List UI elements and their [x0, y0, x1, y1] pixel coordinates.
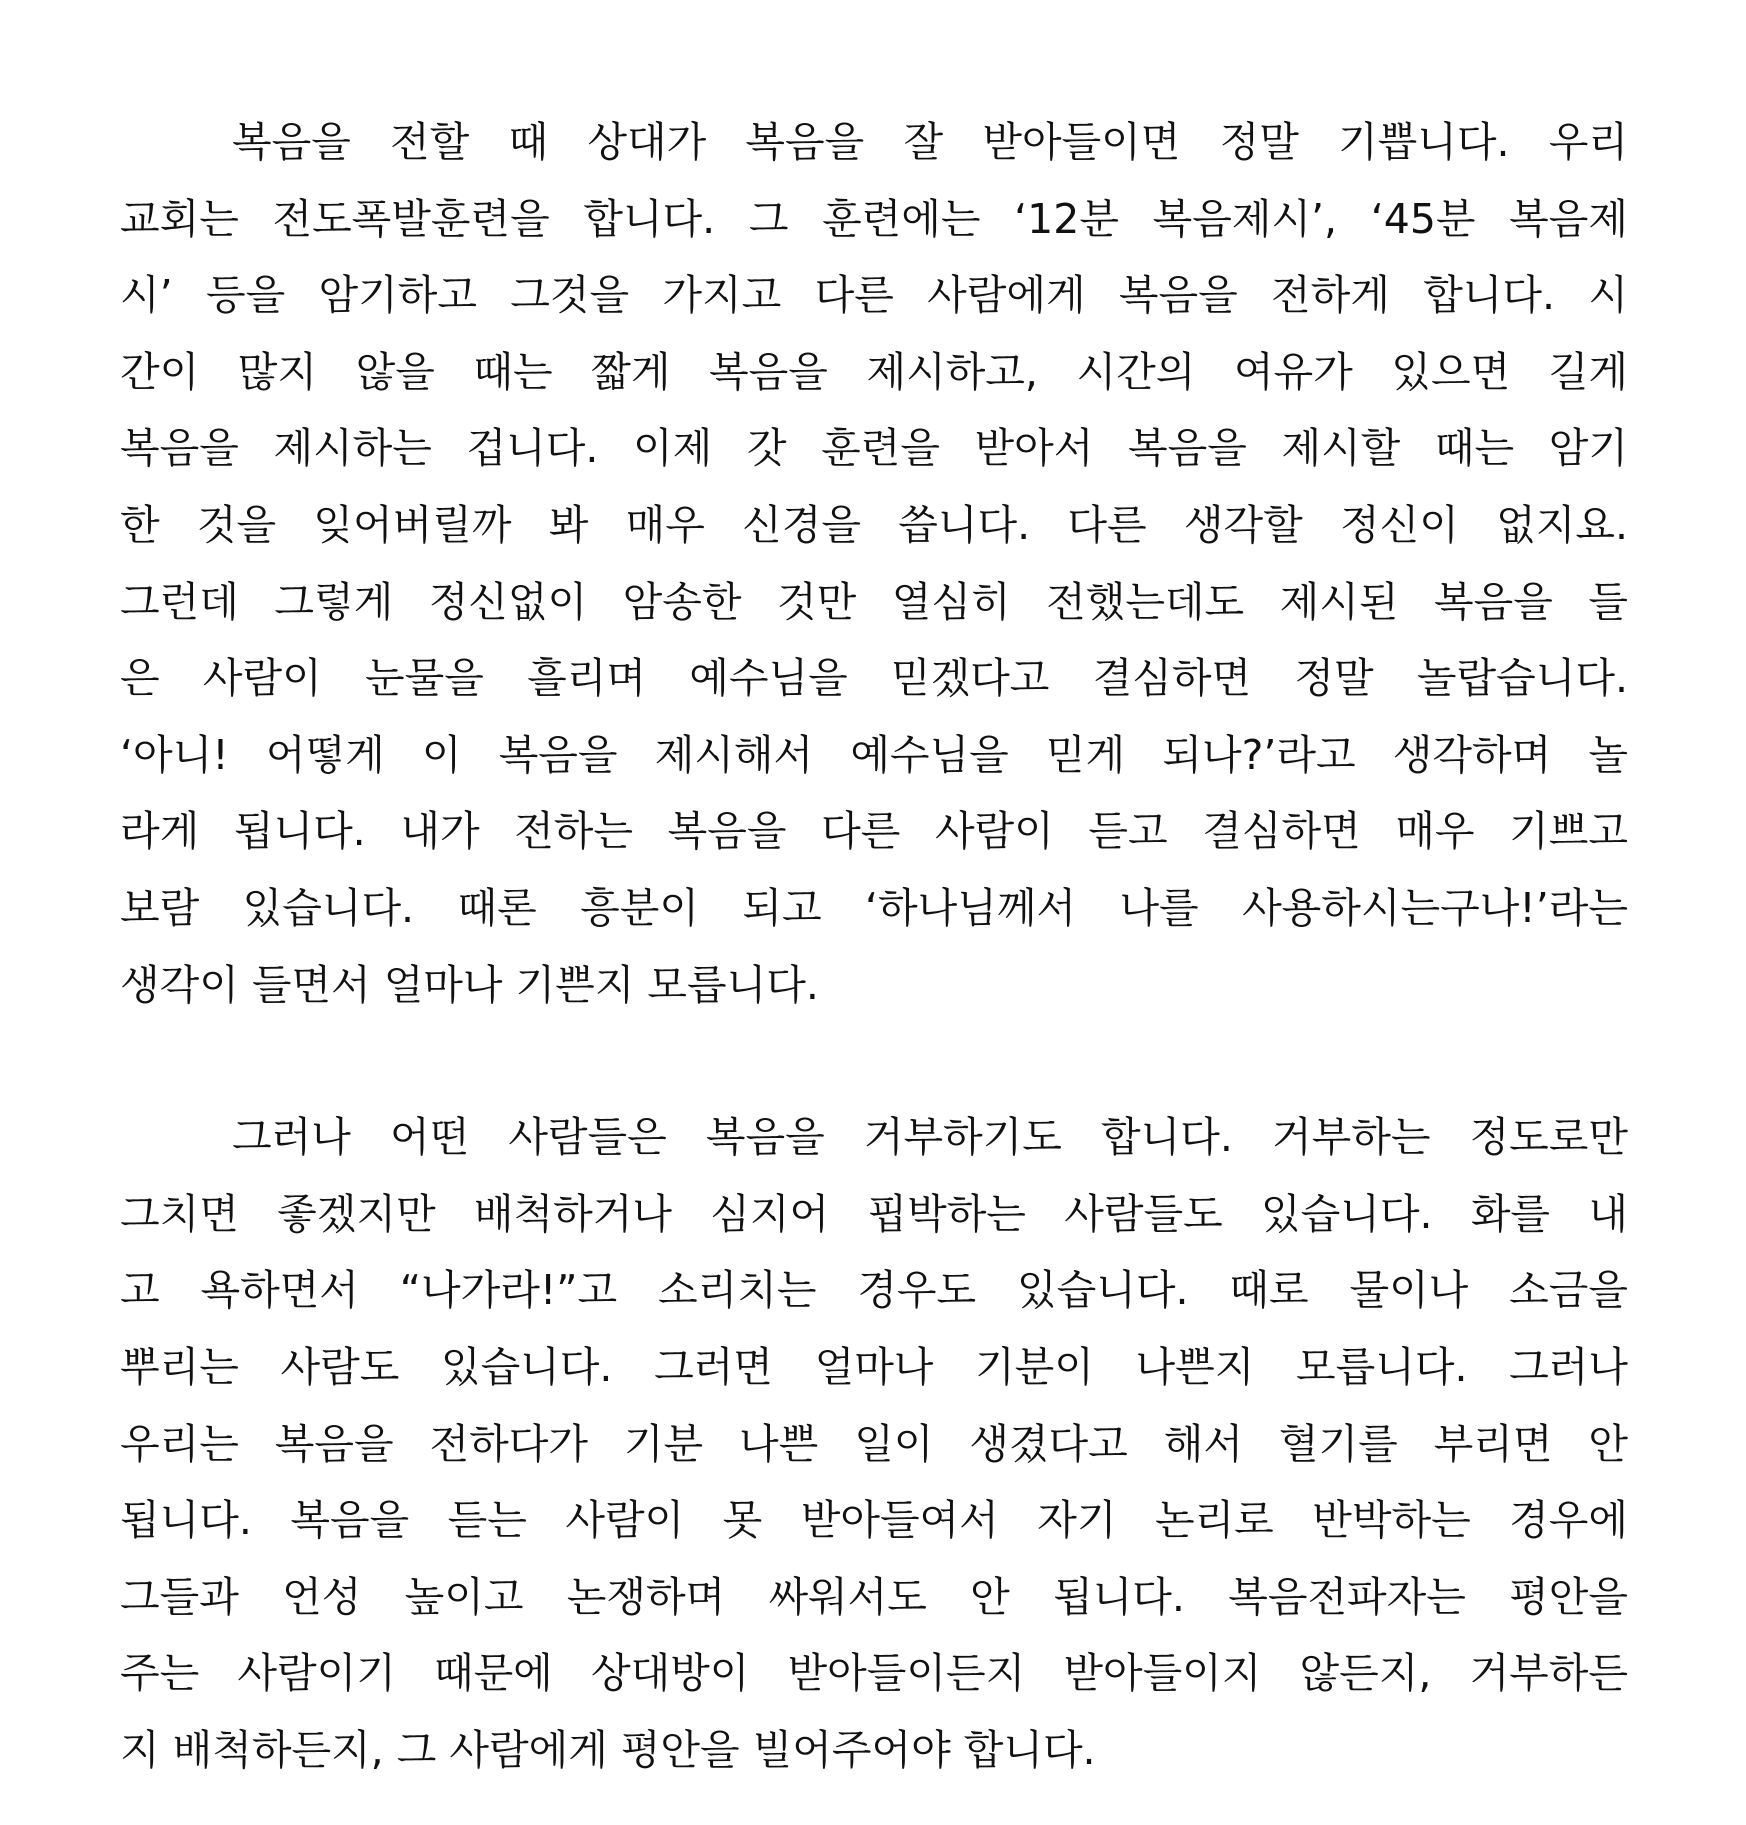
text-line: 보람 있습니다. 때론 흥분이 되고 ‘하나님께서 나를 사용하시는구나!’라는	[120, 883, 1628, 932]
text-line: 고 욕하면서 “나가라!”고 소리치는 경우도 있습니다. 때로 물이나 소금을	[120, 1266, 1628, 1315]
text-line: 생각이 들면서 얼마나 기쁜지 모릅니다.	[120, 960, 819, 1009]
text-line: 그들과 언성 높이고 논쟁하며 싸워서도 안 됩니다. 복음전파자는 평안을	[120, 1572, 1628, 1621]
text-line: 그런데 그렇게 정신없이 암송한 것만 열심히 전했는데도 제시된 복음을 들	[120, 577, 1628, 626]
paragraph-1	[120, 104, 1628, 1023]
text-line: 뿌리는 사람도 있습니다. 그러면 얼마나 기분이 나쁜지 모릅니다. 그러나	[120, 1342, 1628, 1391]
text-line: 라게 됩니다. 내가 전하는 복음을 다른 사람이 듣고 결심하면 매우 기쁘고	[120, 807, 1628, 856]
paragraph-2	[120, 1099, 1628, 1788]
text-line: 교회는 전도폭발훈련을 합니다. 그 훈련에는 ‘12분 복음제시’, ‘45분 복음제	[120, 194, 1628, 243]
document-body	[120, 104, 1628, 1788]
text-line: 복음을 제시하는 겁니다. 이제 갓 훈련을 받아서 복음을 제시할 때는 암기	[120, 424, 1628, 473]
text-line: 복음을 전할 때 상대가 복음을 잘 받아들이면 정말 기쁩니다. 우리	[232, 118, 1628, 166]
text-line: 은 사람이 눈물을 흘리며 예수님을 믿겠다고 결심하면 정말 놀랍습니다.	[120, 654, 1628, 703]
text-line: ‘아니! 어떻게 이 복음을 제시해서 예수님을 믿게 되나?’라고 생각하며 놀	[120, 730, 1628, 779]
text-line: 시’ 등을 암기하고 그것을 가지고 다른 사람에게 복음을 전하게 합니다. 시	[120, 271, 1628, 320]
text-line: 그치면 좋겠지만 배척하거나 심지어 핍박하는 사람들도 있습니다. 화를 내	[120, 1189, 1628, 1238]
text-line: 주는 사람이기 때문에 상대방이 받아들이든지 받아들이지 않든지, 거부하든	[120, 1649, 1628, 1698]
text-line: 그러나 어떤 사람들은 복음을 거부하기도 합니다. 거부하는 정도로만	[232, 1113, 1628, 1162]
text-line: 됩니다. 복음을 듣는 사람이 못 받아들여서 자기 논리로 반박하는 경우에	[120, 1496, 1628, 1545]
text-line: 지 배척하든지, 그 사람에게 평안을 빌어주어야 합니다.	[120, 1725, 1096, 1774]
text-line: 간이 많지 않을 때는 짧게 복음을 제시하고, 시간의 여유가 있으면 길게	[120, 347, 1628, 396]
text-line: 한 것을 잊어버릴까 봐 매우 신경을 씁니다. 다른 생각할 정신이 없지요.	[120, 500, 1628, 549]
text-line: 우리는 복음을 전하다가 기분 나쁜 일이 생겼다고 해서 혈기를 부리면 안	[120, 1419, 1628, 1468]
